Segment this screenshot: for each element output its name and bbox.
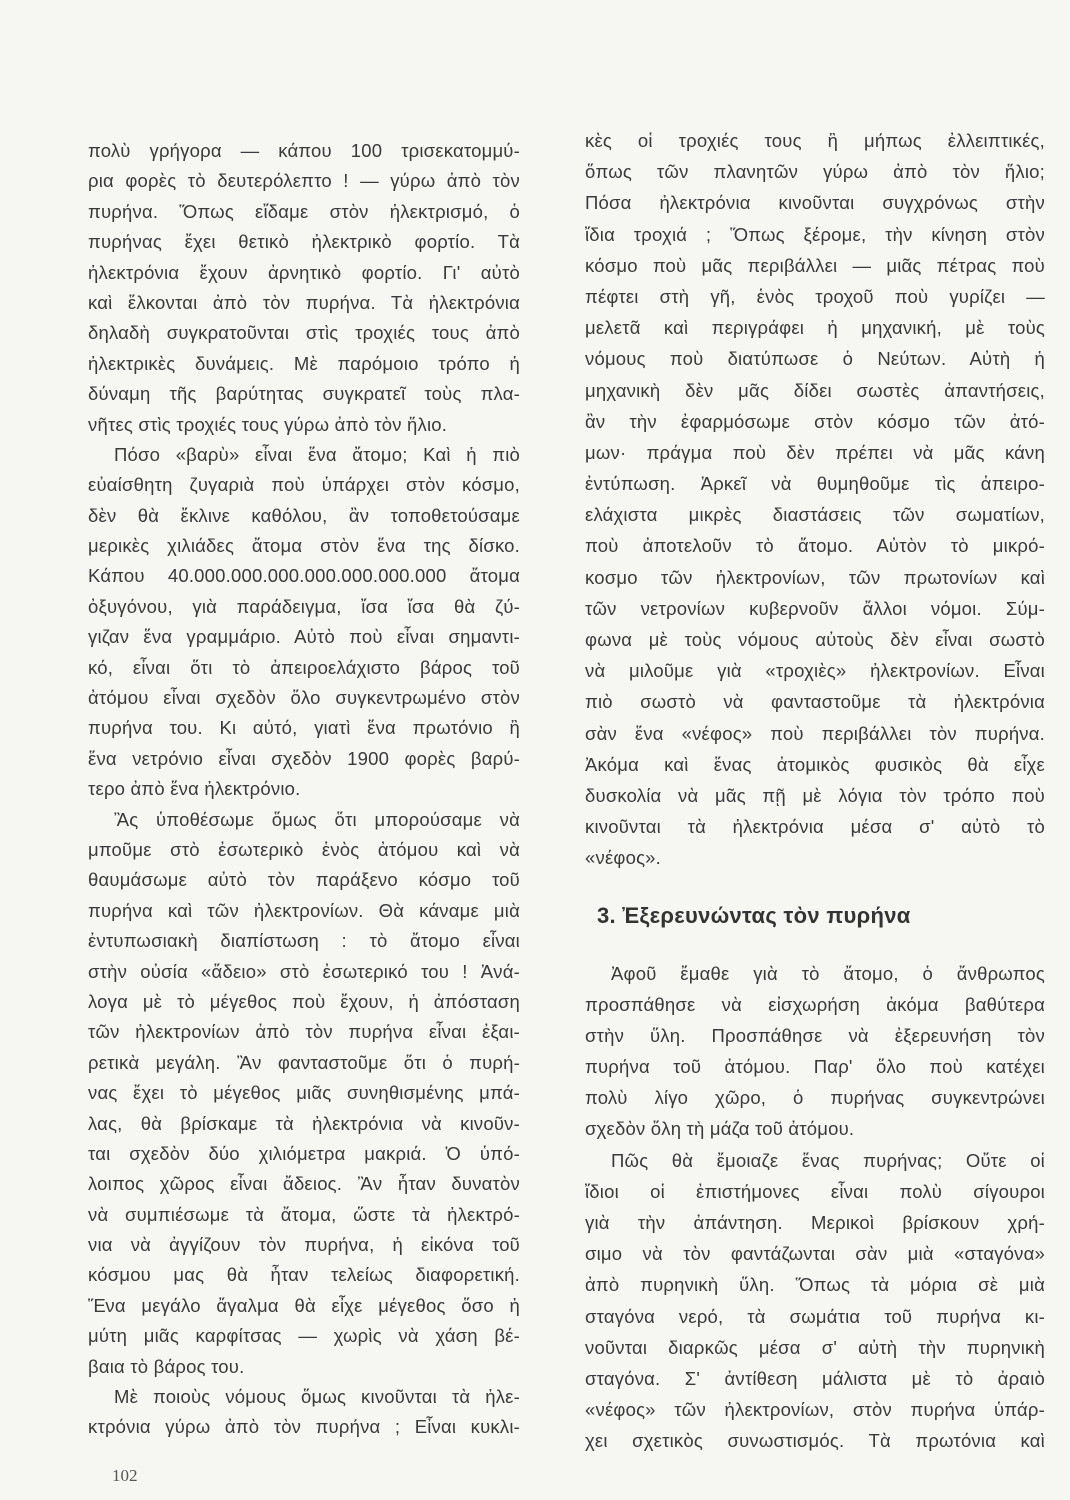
text-line: δυσκολία νὰ μᾶς πῇ μὲ λόγια τὸν τρόπο ποὺ	[585, 784, 1045, 806]
text-line: βαια τὸ βάρος του.	[88, 1355, 245, 1377]
text-line: στὴν ὕλη. Προσπάθησε νὰ ἐξερευνήση τὸν	[585, 1024, 1045, 1046]
text-line: μων· πράγμα ποὺ δὲν πρέπει νὰ μᾶς κάνη	[585, 441, 1045, 463]
text-line: εὐαίσθητη ζυγαριὰ ποὺ ὑπάρχει στὸν κόσμο,	[88, 474, 520, 496]
text-line: «νέφος» τῶν ἠλεκτρονίων, στὸν πυρήνα ὑπάρ-	[585, 1399, 1045, 1421]
text-line: μελετᾶ καὶ περιγράφει ἡ μηχανική, μὲ τοὺς	[585, 317, 1045, 339]
text-line: πέφτει στὴ γῆ, ἑνὸς τροχοῦ ποὺ γυρίζει —	[585, 285, 1045, 307]
text-line: ἐντύπωση. Ἀρκεῖ νὰ θυμηθοῦμε τὶς ἀπειρο-	[585, 473, 1045, 495]
text-line: ἠλεκτρικὲς δυνάμεις. Μὲ παρόμοιο τρόπο ἡ	[88, 352, 520, 374]
text-line: ποὺ ἀποτελοῦν τὸ ἄτομο. Αὐτὸν τὸ μικρό-	[585, 535, 1045, 557]
text-line: μηχανικὴ δὲν μᾶς δίδει σωστὲς ἀπαντήσεις,	[585, 379, 1045, 401]
text-line: ται σχεδὸν δύο χιλιόμετρα μακριά. Ὁ ὑπό-	[88, 1142, 520, 1164]
paragraph	[88, 440, 520, 805]
text-line: μερικὲς χιλιάδες ἄτομα στὸν ἕνα της δίσκο.	[88, 535, 520, 557]
text-line: νόμους ποὺ διατύπωσε ὁ Νεύτων. Αὐτὴ ἡ	[585, 348, 1045, 370]
text-line: ἀπὸ πυρηνικὴ ὕλη. Ὅπως τὰ μόρια σὲ μιὰ	[585, 1274, 1045, 1296]
text-line: λας, θὰ βρίσκαμε τὰ ἠλεκτρόνια νὰ κινοῦν-	[88, 1112, 520, 1134]
text-line: τῶν νετρονίων κυβερνοῦν ἄλλοι νόμοι. Σύμ-	[585, 597, 1045, 619]
text-line: κινοῦνται τὰ ἠλεκτρόνια μέσα σ' αὐτὸ τὸ	[585, 816, 1045, 838]
text-line: νας ἔχει τὸ μέγεθος μιᾶς συνηθισμένης μπά-	[88, 1082, 520, 1104]
paragraph	[585, 1145, 1045, 1457]
text-line: ἴδιοι οἱ ἐπιστήμονες εἶναι πολὺ σίγουροι	[585, 1180, 1045, 1202]
text-line: δὲν θὰ ἔκλινε καθόλου, ἂν τοποθετούσαμε	[88, 504, 520, 526]
text-line: νοῦνται διαρκῶς μέσα σ' αὐτὴ τὴν πυρηνικὴ	[585, 1336, 1045, 1358]
text-line: ελάχιστα μικρὲς διαστάσεις τῶν σωματίων,	[585, 504, 1045, 526]
text-line: σιμο νὰ τὸν φαντάζωνται σὰν μιὰ «σταγόνα»	[585, 1243, 1045, 1265]
text-line: τῶν ἠλεκτρονίων ἀπὸ τὸν πυρήνα εἶναι ἐξαι-	[88, 1021, 520, 1043]
text-line: Ἀφοῦ ἔμαθε γιὰ τὸ ἄτομο, ὁ ἄνθρωπος	[611, 962, 1045, 984]
text-line: κόσμου μας θὰ ἦταν τελείως διαφορετική.	[88, 1264, 520, 1286]
text-line: λογα μὲ τὸ μέγεθος ποὺ ἔχουν, ἡ ἀπόσταση	[88, 990, 520, 1012]
text-line: Ἂς ὑποθέσωμε ὅμως ὅτι μπορούσαμε νὰ	[114, 808, 520, 830]
text-line: μύτη μιᾶς καρφίτσας — χωρὶς νὰ χάση βέ-	[88, 1325, 520, 1347]
text-line: πυρήνα τοῦ ἀτόμου. Παρ' ὅλο ποὺ κατέχει	[585, 1056, 1045, 1078]
text-line: σὰν ἕνα «νέφος» ποὺ περιβάλλει τὸν πυρήνα.	[585, 722, 1045, 744]
text-line: προσπάθησε νὰ εἰσχωρήση ἀκόμα βαθύτερα	[585, 993, 1045, 1015]
text-line: κοσμο τῶν ἠλεκτρονίων, τῶν πρωτονίων καὶ	[585, 566, 1045, 588]
text-line: νια νὰ ἀγγίζουν τὸν πυρήνα, ἡ εἰκόνα τοῦ	[88, 1234, 520, 1256]
text-line: ἐντυπωσιακὴ διαπίστωση : τὸ ἄτομο εἶναι	[88, 930, 520, 952]
text-line: ὅπως τῶν πλανητῶν γύρω ἀπὸ τὸν ἥλιο;	[585, 161, 1045, 183]
text-line: ρια φορὲς τὸ δευτερόλεπτο ! — γύρω ἀπὸ τὸν	[88, 170, 520, 192]
text-line: μποῦμε στὸ ἐσωτερικὸ ἑνὸς ἀτόμου καὶ νὰ	[88, 838, 520, 860]
text-line: πολὺ γρήγορα — κάπου 100 τρισεκατομμύ-	[88, 140, 520, 161]
text-line: πυρήνα. Ὅπως εἴδαμε στὸν ἠλεκτρισμό, ὁ	[88, 200, 520, 222]
left-column	[88, 136, 520, 1443]
text-line: ρετικὰ μεγάλη. Ἂν φανταστοῦμε ὅτι ὁ πυρή-	[88, 1051, 520, 1073]
paragraph	[585, 125, 1045, 874]
text-line: δύναμη τῆς βαρύτητας συγκρατεῖ τοὺς πλα-	[88, 383, 520, 405]
paragraph	[585, 958, 1045, 1145]
text-line: «νέφος».	[585, 847, 662, 869]
text-line: Πῶς θὰ ἔμοιαζε ἕνας πυρήνας; Οὔτε οἱ	[611, 1149, 1045, 1171]
page-number: 102	[112, 1466, 138, 1485]
text-line: σχεδὸν ὅλη τὴ μάζα τοῦ ἀτόμου.	[585, 1118, 855, 1140]
paragraph	[88, 1382, 520, 1443]
text-line: τερο ἀπὸ ἕνα ἠλεκτρόνιο.	[88, 778, 301, 800]
right-column	[585, 125, 1045, 1457]
text-line: χει σχετικὸς συνωστισμός. Τὰ πρωτόνια καὶ	[585, 1430, 1045, 1452]
paragraph	[88, 136, 520, 440]
text-line: ἴδια τροχιά ; Ὅπως ξέρομε, τὴν κίνηση στὸν	[585, 223, 1045, 245]
text-line: γιζαν ἕνα γραμμάριο. Αὐτὸ ποὺ εἶναι σημαντι-	[88, 626, 520, 648]
text-line: σταγόνα νερό, τὰ σωμάτια τοῦ πυρήνα κι-	[585, 1305, 1045, 1327]
paragraph	[88, 805, 520, 1382]
text-line: κόσμο ποὺ μᾶς περιβάλλει — μιᾶς πέτρας ποὺ	[585, 254, 1045, 276]
text-line: νῆτες στὶς τροχιές τους γύρω ἀπὸ τὸν ἥλιο.	[88, 413, 448, 435]
text-line: φωνα μὲ τοὺς νόμους αὐτοὺς δὲν εἶναι σωστὸ	[585, 629, 1045, 650]
text-line: κτρόνια γύρω ἀπὸ τὸν πυρήνα ; Εἶναι κυκλι-	[88, 1416, 520, 1438]
section-heading: 3. Ἐξερευνώντας τὸν πυρήνα	[597, 902, 911, 928]
text-line: σταγόνα. Σ' ἀντίθεση μάλιστα μὲ τὸ ἀραιὸ	[585, 1367, 1045, 1389]
text-line: Κάπου 40.000.000.000.000.000.000.000 ἄτομα	[88, 565, 520, 587]
text-line: νὰ μιλοῦμε γιὰ «τροχιὲς» ἠλεκτρονίων. Εἶναι	[585, 660, 1045, 682]
text-line: πυρήνα του. Κι αὐτό, γιατὶ ἕνα πρωτόνιο ἢ	[88, 717, 520, 739]
text-line: ἂν τὴν ἐφαρμόσωμε στὸν κόσμο τῶν ἀτό-	[585, 410, 1045, 432]
text-line: ἀτόμου εἶναι σχεδὸν ὅλο συγκεντρωμένο στὸν	[88, 687, 520, 709]
text-line: πολὺ λίγο χῶρο, ὁ πυρήνας συγκεντρώνει	[585, 1087, 1045, 1109]
text-line: νὰ συμπιέσωμε τὰ ἄτομα, ὥστε τὰ ἠλεκτρό-	[88, 1203, 520, 1225]
text-line: πιὸ σωστὸ νὰ φανταστοῦμε τὰ ἠλεκτρόνια	[585, 691, 1045, 713]
text-line: Πόσα ἠλεκτρόνια κινοῦνται συγχρόνως στὴν	[585, 192, 1045, 214]
text-line: πυρήνα καὶ τῶν ἠλεκτρονίων. Θὰ κάναμε μιὰ	[88, 899, 520, 921]
text-line: δηλαδὴ συγκρατοῦνται στὶς τροχιές τους ἀπὸ	[88, 322, 520, 344]
right-column-text-before	[585, 125, 1045, 874]
text-line: Μὲ ποιοὺς νόμους ὅμως κινοῦνται τὰ ἠλε-	[114, 1386, 520, 1408]
text-line: πυρήνας ἔχει θετικὸ ἠλεκτρικὸ φορτίο. Τὰ	[88, 231, 520, 253]
text-line: κό, εἶναι ὅτι τὸ ἀπειροελάχιστο βάρος τοῦ	[88, 656, 520, 678]
text-line: Πόσο «βαρὺ» εἶναι ἕνα ἄτομο; Καὶ ἡ πιὸ	[114, 443, 520, 465]
text-line: στὴν οὐσία «ἄδειο» στὸ ἐσωτερικό του ! Ἀνά-	[88, 960, 520, 982]
text-line: ὀξυγόνου, γιὰ παράδειγμα, ἴσα ἴσα θὰ ζύ-	[88, 595, 520, 617]
text-line: Ἕνα μεγάλο ἄγαλμα θὰ εἶχε μέγεθος ὅσο ἡ	[88, 1294, 520, 1316]
text-line: Ἀκόμα καὶ ἕνας ἀτομικὸς φυσικὸς θὰ εἶχε	[585, 753, 1045, 775]
text-line: καὶ ἕλκονται ἀπὸ τὸν πυρήνα. Τὰ ἠλεκτρόνια	[88, 291, 520, 313]
text-line: ἕνα νετρόνιο εἶναι σχεδὸν 1900 φορὲς βαρύ-	[88, 747, 520, 769]
text-line: λοιπος χῶρος εἶναι ἄδειος. Ἂν ἦταν δυνατὸν	[88, 1173, 520, 1195]
right-column-text-after	[585, 958, 1045, 1457]
text-line: κὲς οἱ τροχιές τους ἢ μήπως ἐλλειπτικές,	[585, 130, 1045, 151]
text-line: ἠλεκτρόνια ἔχουν ἀρνητικὸ φορτίο. Γι' αὐτὸ	[88, 261, 520, 283]
text-line: θαυμάσωμε αὐτὸ τὸν παράξενο κόσμο τοῦ	[88, 869, 520, 891]
text-line: γιὰ τὴν ἀπάντηση. Μερικοὶ βρίσκουν χρή-	[585, 1212, 1045, 1233]
